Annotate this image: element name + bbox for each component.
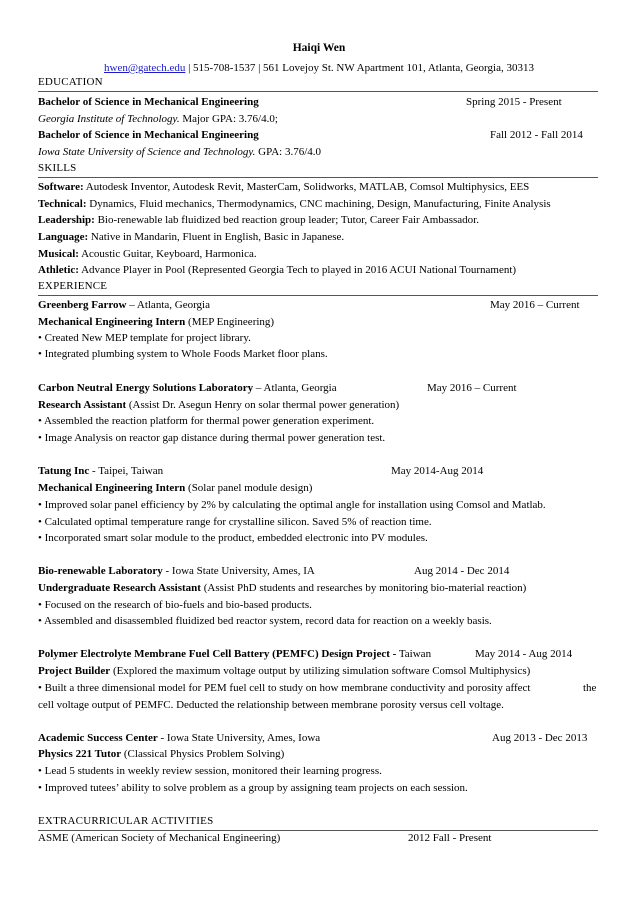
contact-details: | 515-708-1537 | 561 Lovejoy St. NW Apartment 101, Atlanta, Georgia, 30313 <box>185 62 534 74</box>
job-bullet: cell voltage output of PEMFC. Deducted the relationship between membrane porosity versus cell voltage. <box>38 699 504 711</box>
job-role-desc: (MEP Engineering) <box>185 316 275 328</box>
job-bullet: • Image Analysis on reactor gap distance during thermal power generation test. <box>38 432 386 444</box>
job-bullet: • Integrated plumbing system to Whole Foods Market floor plans. <box>38 348 328 360</box>
skill-label: Musical: <box>38 248 79 260</box>
education-entry <box>38 127 598 143</box>
job-org: Tatung Inc <box>38 465 90 477</box>
job-role-desc: (Solar panel module design) <box>185 482 313 494</box>
job-org: Polymer Electrolyte Membrane Fuel Cell Battery (PEMFC) Design Project - <box>38 648 397 660</box>
job-role-line <box>38 746 598 762</box>
job-location: – Atlanta, Georgia <box>253 382 337 394</box>
skill-line <box>38 229 598 245</box>
job-role-desc: (Assist PhD students and researches by monitoring bio-material reaction) <box>200 582 527 594</box>
job-header <box>38 730 598 746</box>
skill-label: Language: <box>38 231 89 243</box>
job-bullet <box>38 680 598 696</box>
job-date: May 2014-Aug 2014 <box>391 465 484 477</box>
skill-text: Dynamics, Fluid mechanics, Thermodynamics, CNC machining, Design, Manufacturing, Finite Analysis <box>86 198 551 210</box>
job-location: - Iowa State University, Ames, Iowa <box>157 732 321 744</box>
job-org: Bio-renewable Laboratory <box>38 565 163 577</box>
job-bullet: • Focused on the research of bio-fuels and bio-based products. <box>38 599 312 611</box>
job-bullet: • Lead 5 students in weekly review session, monitored their learning progress. <box>38 765 382 777</box>
skill-text: Advance Player in Pool (Represented Georgia Tech to played in 2016 ACUI National Tournament) <box>78 264 517 276</box>
job-bullet: • Incorporated smart solar module to the product, embedded electronic into PV modules. <box>38 532 428 544</box>
job-header <box>38 646 598 662</box>
gpa-text: Major GPA: 3.76/4.0; <box>179 113 278 125</box>
job-role-line <box>38 397 598 413</box>
email-link[interactable]: hwen@gatech.edu <box>104 62 186 74</box>
job-org: Greenberg Farrow <box>38 299 127 311</box>
activity-date: 2012 Fall - Present <box>408 832 492 844</box>
job-bullet-text: • Built a three dimensional model for PEM fuel cell to study on how membrane conductivity and porosity affect <box>38 682 531 694</box>
job-bullet: • Improved solar panel efficiency by 2% by calculating the optimal angle for installation using Comsol and Matlab. <box>38 499 546 511</box>
job-role-desc: (Assist Dr. Asegun Henry on solar thermal power generation) <box>126 399 400 411</box>
education-school-line <box>38 111 598 127</box>
job-date: May 2016 – Current <box>427 382 517 394</box>
education-school-line <box>38 144 598 160</box>
skill-label: Software: <box>38 181 84 193</box>
job-bullet: • Created New MEP template for project library. <box>38 332 251 344</box>
job-role: Undergraduate Research Assistant <box>38 582 201 594</box>
degree-title: Bachelor of Science in Mechanical Engineering <box>38 129 259 141</box>
skill-label: Leadership: <box>38 214 95 226</box>
school-name: Iowa State University of Science and Technology. <box>38 146 256 158</box>
job-bullet: • Improved tutees’ ability to solve problem as a group by assigning team projects on each session. <box>38 782 468 794</box>
job-date: May 2016 – Current <box>490 299 580 311</box>
education-heading: EDUCATION <box>38 76 103 88</box>
contact-line <box>0 62 638 74</box>
skill-line <box>38 262 598 278</box>
job-role: Research Assistant <box>38 399 127 411</box>
job-location: - Iowa State University, Ames, IA <box>162 565 315 577</box>
skill-text: Acoustic Guitar, Keyboard, Harmonica. <box>78 248 257 260</box>
job-role-line <box>38 314 598 330</box>
education-date: Spring 2015 - Present <box>466 96 562 108</box>
job-date: Aug 2014 - Dec 2014 <box>414 565 510 577</box>
job-bullet: • Assembled the reaction platform for thermal power generation experiment. <box>38 415 375 427</box>
job-org: Carbon Neutral Energy Solutions Laboratory <box>38 382 254 394</box>
gpa-text: GPA: 3.76/4.0 <box>255 146 322 158</box>
job-date: Aug 2013 - Dec 2013 <box>492 732 588 744</box>
skills-divider <box>38 177 598 178</box>
job-role: Mechanical Engineering Intern <box>38 482 186 494</box>
activity-org: ASME (American Society of Mechanical Engineering) <box>38 832 281 844</box>
education-divider <box>38 91 598 92</box>
experience-heading: EXPERIENCE <box>38 280 108 292</box>
skill-line <box>38 196 598 212</box>
job-bullet: • Assembled and disassembled fluidized bed reactor system, record data for reaction on a weekly basis. <box>38 615 492 627</box>
job-location: – Atlanta, Georgia <box>126 299 210 311</box>
job-role: Project Builder <box>38 665 111 677</box>
skill-label: Technical: <box>38 198 87 210</box>
skill-text: Bio-renewable lab fluidized bed reaction group leader; Tutor, Career Fair Ambassador. <box>94 214 479 226</box>
activity-line <box>38 830 598 846</box>
skill-text: Autodesk Inventor, Autodesk Revit, MasterCam, Solidworks, MATLAB, Comsol Multiphysics, EES <box>83 181 530 193</box>
job-role-line <box>38 580 598 596</box>
job-location: Taiwan <box>396 648 432 660</box>
education-entry <box>38 94 598 110</box>
job-header <box>38 380 598 396</box>
job-bullet-wrap-tail: the <box>583 682 597 694</box>
degree-title: Bachelor of Science in Mechanical Engineering <box>38 96 259 108</box>
skill-text: Native in Mandarin, Fluent in English, Basic in Japanese. <box>88 231 345 243</box>
job-header <box>38 563 598 579</box>
skills-heading: SKILLS <box>38 162 77 174</box>
job-role-line <box>38 663 598 679</box>
applicant-name: Haiqi Wen <box>292 42 346 54</box>
job-role: Mechanical Engineering Intern <box>38 316 186 328</box>
job-date: May 2014 - Aug 2014 <box>475 648 573 660</box>
extracurricular-heading: EXTRACURRICULAR ACTIVITIES <box>38 815 214 827</box>
job-role-line <box>38 480 598 496</box>
job-location: - Taipei, Taiwan <box>89 465 164 477</box>
skill-label: Athletic: <box>38 264 79 276</box>
job-bullet: • Calculated optimal temperature range for crystalline silicon. Saved 5% of reaction time. <box>38 516 432 528</box>
skill-line <box>38 246 598 262</box>
job-role-desc: (Classical Physics Problem Solving) <box>121 748 285 760</box>
job-role: Physics 221 Tutor <box>38 748 122 760</box>
skill-line <box>38 179 598 195</box>
education-date: Fall 2012 - Fall 2014 <box>490 129 583 141</box>
job-role-desc: (Explored the maximum voltage output by utilizing simulation software Comsol Multiphysics) <box>110 665 531 677</box>
experience-divider <box>38 295 598 296</box>
job-header <box>38 297 598 313</box>
school-name: Georgia Institute of Technology. <box>38 113 180 125</box>
skill-line <box>38 212 598 228</box>
job-org: Academic Success Center <box>38 732 158 744</box>
job-header <box>38 463 598 479</box>
